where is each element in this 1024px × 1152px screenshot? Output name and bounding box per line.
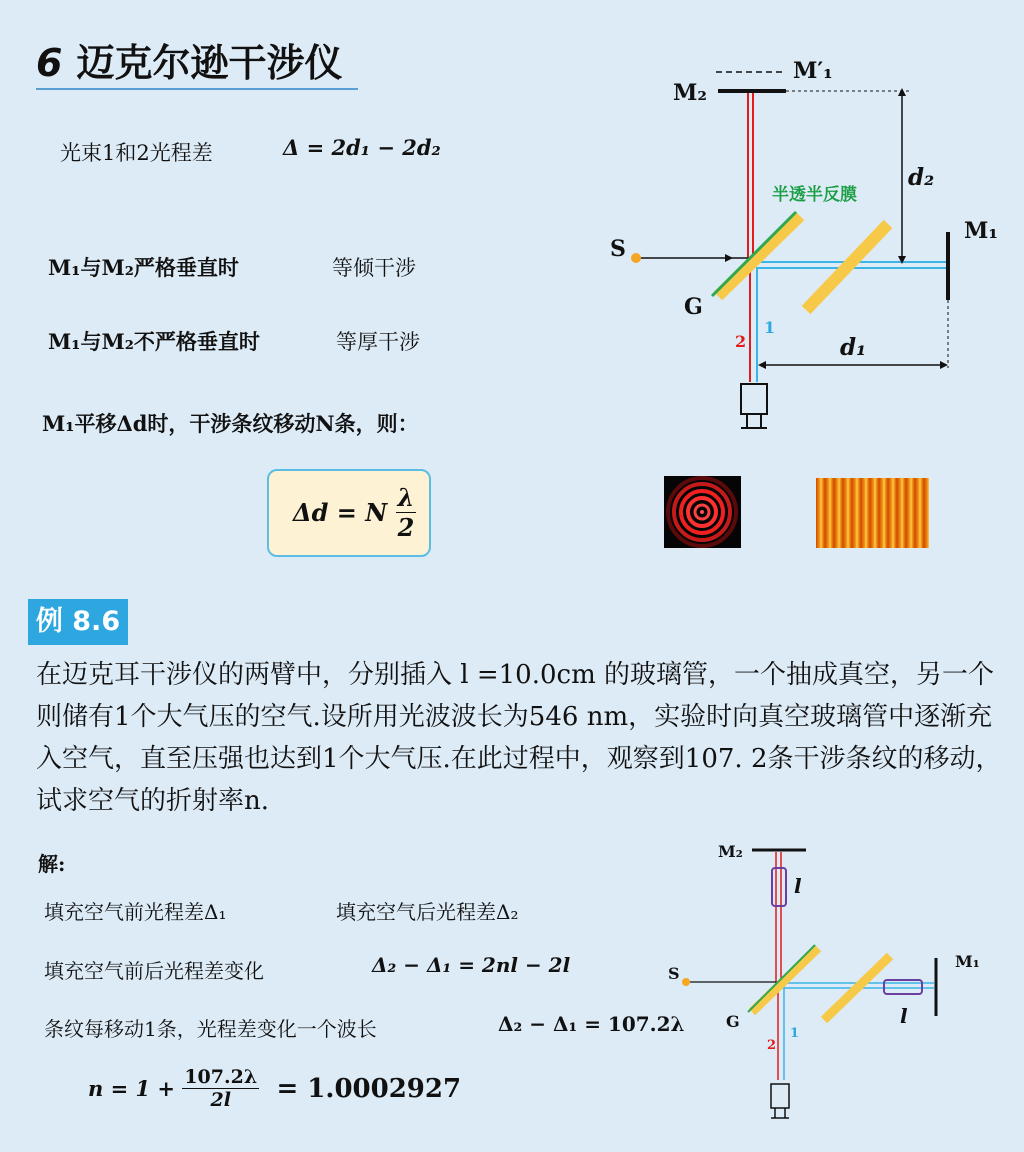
label-m1-2: M₁ (955, 952, 980, 971)
label-m2: M₂ (673, 80, 707, 106)
solution-n-equation (88, 1066, 461, 1111)
boxed-formula (267, 469, 431, 557)
perp-strict-label: M₁与M₂严格垂直时 (48, 255, 239, 280)
source-icon (631, 253, 641, 263)
solution-label: 解: (38, 852, 66, 876)
label-splitter-2: G (726, 1012, 740, 1031)
label-splitter: G (684, 294, 703, 320)
shift-statement: M₁平移Δd时，干涉条纹移动N条，则： (42, 411, 419, 436)
example-label: 例 8.6 (28, 599, 128, 645)
label-m2-2: M₂ (718, 842, 743, 861)
example-problem: 在迈克耳干涉仪的两臂中，分别插入 l =10.0cm 的玻璃管，一个抽成真空，另一个则储有1个大气压的空气.设所用光波波长为546 nm，实验时向真空玻璃管中逐渐充入空气，直至压强也达到1个大气压.在此过程中，观察到107. 2条干涉条纹的移动，试求空气的折射率n. (36, 660, 1002, 816)
path-diff-label: 光束1和2光程差 (60, 141, 213, 165)
path-diff-formula: Δ = 2d₁ − 2d₂ (283, 135, 441, 160)
label-beam1-2: 1 (790, 1026, 800, 1041)
michelson-diagram-tubes (660, 840, 990, 1130)
label-beam2-2: 2 (767, 1038, 777, 1053)
label-tube-right: l (900, 1004, 908, 1028)
solution-change-formula: Δ₂ − Δ₁ = 2nl − 2l (372, 953, 571, 977)
solution-after: 填充空气后光程差Δ₂ (336, 900, 519, 924)
boxed-formula-den: 2 (397, 513, 415, 542)
label-tube-top: l (794, 874, 802, 898)
page-title (36, 32, 342, 87)
straight-fringes-image (816, 478, 929, 548)
title-underline (36, 88, 358, 90)
section-title: 迈克尔逊干涉仪 (76, 41, 343, 85)
n-denominator: 2l (210, 1089, 231, 1111)
label-m1-virtual: M′₁ (793, 58, 833, 84)
glass-tube-vertical (772, 868, 786, 906)
glass-tube-horizontal (884, 980, 922, 994)
beam-splitter (718, 216, 800, 296)
michelson-diagram (600, 55, 1020, 440)
n-result: = 1.0002927 (276, 1073, 462, 1104)
label-source-2: S (668, 964, 680, 983)
label-d2: d₂ (908, 164, 935, 191)
solution-per-fringe-formula: Δ₂ − Δ₁ = 107.2λ (498, 1012, 685, 1036)
boxed-formula-num: λ (397, 483, 415, 512)
perp-not-strict-label: M₁与M₂不严格垂直时 (48, 329, 260, 354)
perp-not-strict-result: 等厚干涉 (336, 330, 420, 354)
label-half-mirror: 半透半反膜 (772, 185, 857, 205)
label-beam2: 2 (735, 332, 747, 351)
perp-strict-result: 等倾干涉 (332, 256, 416, 280)
label-source: S (610, 236, 626, 262)
section-number: 6 (36, 41, 63, 85)
n-numerator: 107.2λ (184, 1066, 258, 1088)
n-lhs: n = 1 + (88, 1076, 176, 1101)
solution-before: 填充空气前光程差Δ₁ (44, 900, 227, 924)
solution-per-fringe-label: 条纹每移动1条，光程差变化一个波长 (44, 1017, 377, 1041)
label-beam1: 1 (764, 318, 776, 337)
boxed-formula-lhs: Δd = N (293, 498, 388, 527)
label-m1: M₁ (964, 218, 998, 244)
detector-icon (741, 384, 767, 414)
solution-change-label: 填充空气前后光程差变化 (44, 959, 264, 983)
circular-fringes-image (664, 476, 741, 548)
label-d1: d₁ (840, 334, 867, 361)
